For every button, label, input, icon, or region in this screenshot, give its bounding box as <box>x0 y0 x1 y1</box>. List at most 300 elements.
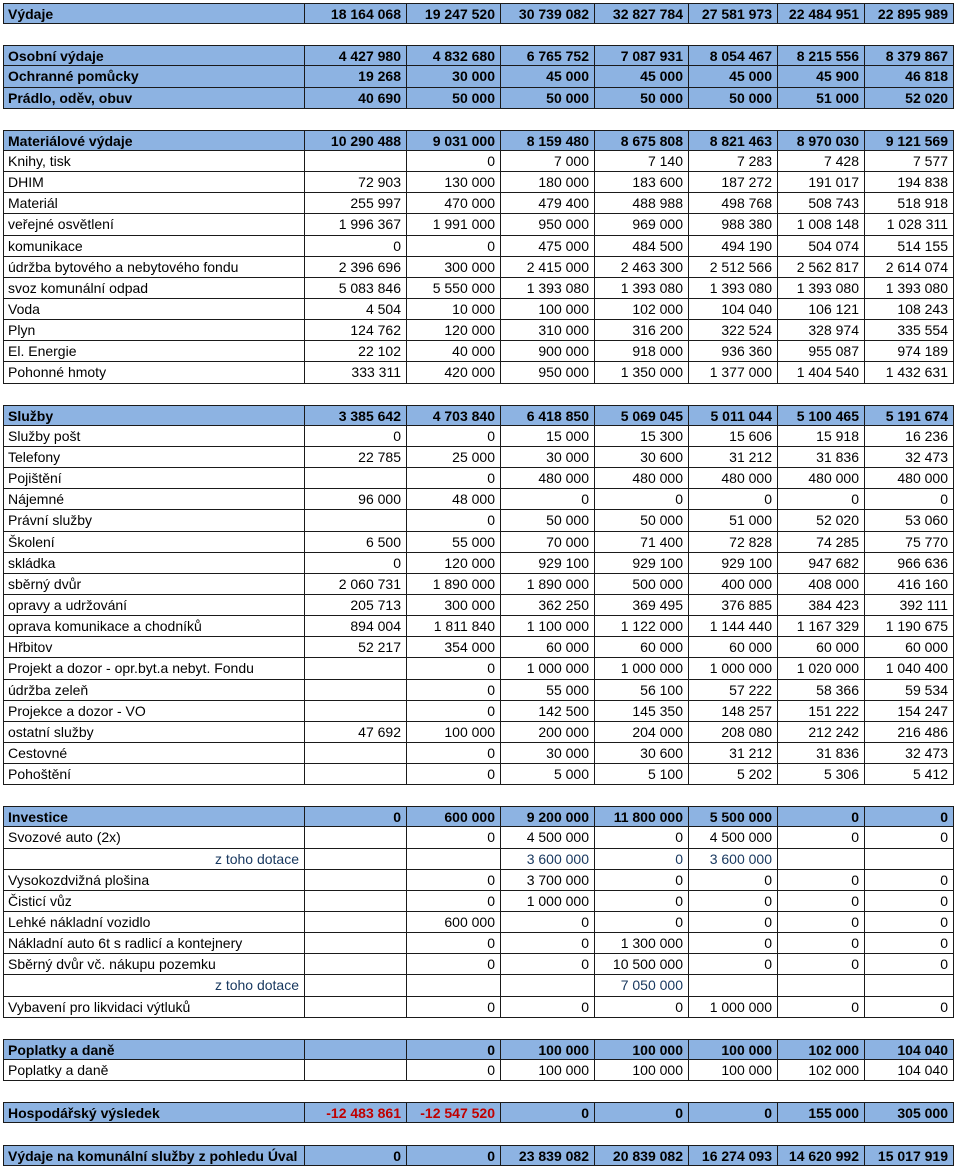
value-cell-col-2[interactable]: 40 000 <box>406 341 500 362</box>
value-cell-col-3[interactable]: 9 200 000 <box>500 806 594 827</box>
value-cell-col-6[interactable]: 1 008 148 <box>777 214 864 235</box>
row-label[interactable]: Nájemné <box>3 489 304 510</box>
value-cell-col-5[interactable]: 27 581 973 <box>688 3 777 24</box>
row-label[interactable]: Hospodářský výsledek <box>3 1102 304 1123</box>
value-cell-col-1[interactable] <box>304 933 406 954</box>
row-label[interactable]: z toho dotace <box>3 849 304 870</box>
value-cell-col-3[interactable]: 479 400 <box>500 193 594 214</box>
value-cell-col-5[interactable]: 208 080 <box>688 722 777 743</box>
value-cell-col-1[interactable]: 6 500 <box>304 532 406 553</box>
value-cell-col-7[interactable]: 480 000 <box>864 468 954 489</box>
value-cell-col-1[interactable]: 4 427 980 <box>304 45 406 66</box>
value-cell-col-1[interactable]: 22 102 <box>304 341 406 362</box>
value-cell-col-2[interactable]: 420 000 <box>406 362 500 383</box>
value-cell-col-3[interactable]: 30 000 <box>500 447 594 468</box>
value-cell-col-2[interactable]: 600 000 <box>406 912 500 933</box>
value-cell-col-6[interactable]: 212 242 <box>777 722 864 743</box>
value-cell-col-3[interactable]: 60 000 <box>500 637 594 658</box>
value-cell-col-7[interactable]: 194 838 <box>864 172 954 193</box>
value-cell-col-5[interactable]: 8 821 463 <box>688 130 777 151</box>
value-cell-col-7[interactable]: 46 818 <box>864 66 954 87</box>
value-cell-col-2[interactable]: 25 000 <box>406 447 500 468</box>
value-cell-col-5[interactable]: 0 <box>688 870 777 891</box>
value-cell-col-3[interactable]: 0 <box>500 489 594 510</box>
value-cell-col-3[interactable]: 200 000 <box>500 722 594 743</box>
value-cell-col-7[interactable]: 60 000 <box>864 637 954 658</box>
value-cell-col-7[interactable]: 0 <box>864 997 954 1018</box>
value-cell-col-1[interactable]: 40 690 <box>304 88 406 109</box>
value-cell-col-6[interactable]: 384 423 <box>777 595 864 616</box>
value-cell-col-6[interactable]: 151 222 <box>777 701 864 722</box>
value-cell-col-2[interactable]: 300 000 <box>406 595 500 616</box>
value-cell-col-2[interactable]: 130 000 <box>406 172 500 193</box>
value-cell-col-6[interactable]: 7 428 <box>777 151 864 172</box>
value-cell-col-5[interactable]: 8 054 467 <box>688 45 777 66</box>
value-cell-col-1[interactable]: -12 483 861 <box>304 1102 406 1123</box>
value-cell-col-2[interactable]: 0 <box>406 510 500 531</box>
value-cell-col-6[interactable]: 1 020 000 <box>777 658 864 679</box>
value-cell-col-5[interactable]: 7 283 <box>688 151 777 172</box>
value-cell-col-4[interactable]: 0 <box>594 997 688 1018</box>
value-cell-col-6[interactable] <box>777 975 864 996</box>
value-cell-col-1[interactable]: 255 997 <box>304 193 406 214</box>
value-cell-col-4[interactable]: 369 495 <box>594 595 688 616</box>
value-cell-col-2[interactable]: 100 000 <box>406 722 500 743</box>
row-label[interactable]: Ochranné pomůcky <box>3 66 304 87</box>
row-label[interactable]: Projekce a dozor - VO <box>3 701 304 722</box>
value-cell-col-2[interactable]: 0 <box>406 151 500 172</box>
value-cell-col-1[interactable] <box>304 743 406 764</box>
value-cell-col-7[interactable]: 104 040 <box>864 1039 954 1060</box>
value-cell-col-5[interactable]: 4 500 000 <box>688 827 777 848</box>
value-cell-col-2[interactable]: 48 000 <box>406 489 500 510</box>
value-cell-col-7[interactable]: 22 895 989 <box>864 3 954 24</box>
value-cell-col-1[interactable]: 19 268 <box>304 66 406 87</box>
value-cell-col-5[interactable]: 187 272 <box>688 172 777 193</box>
value-cell-col-4[interactable]: 488 988 <box>594 193 688 214</box>
row-label[interactable]: Knihy, tisk <box>3 151 304 172</box>
row-label[interactable]: Projekt a dozor - opr.byt.a nebyt. Fondu <box>3 658 304 679</box>
value-cell-col-2[interactable]: 120 000 <box>406 320 500 341</box>
value-cell-col-6[interactable]: 955 087 <box>777 341 864 362</box>
row-label[interactable]: svoz komunální odpad <box>3 278 304 299</box>
value-cell-col-5[interactable]: 1 000 000 <box>688 997 777 1018</box>
value-cell-col-3[interactable] <box>500 975 594 996</box>
value-cell-col-7[interactable]: 5 191 674 <box>864 405 954 426</box>
value-cell-col-1[interactable] <box>304 151 406 172</box>
value-cell-col-1[interactable]: 47 692 <box>304 722 406 743</box>
value-cell-col-3[interactable]: 4 500 000 <box>500 827 594 848</box>
value-cell-col-4[interactable]: 15 300 <box>594 426 688 447</box>
value-cell-col-1[interactable] <box>304 510 406 531</box>
value-cell-col-5[interactable]: 1 377 000 <box>688 362 777 383</box>
value-cell-col-4[interactable]: 1 122 000 <box>594 616 688 637</box>
value-cell-col-3[interactable]: 5 000 <box>500 764 594 785</box>
value-cell-col-3[interactable]: 1 000 000 <box>500 658 594 679</box>
value-cell-col-7[interactable]: 0 <box>864 891 954 912</box>
value-cell-col-3[interactable]: 950 000 <box>500 362 594 383</box>
value-cell-col-7[interactable]: 392 111 <box>864 595 954 616</box>
value-cell-col-7[interactable]: 0 <box>864 827 954 848</box>
row-label[interactable]: Pohoštění <box>3 764 304 785</box>
value-cell-col-3[interactable]: 100 000 <box>500 299 594 320</box>
value-cell-col-4[interactable]: 30 600 <box>594 447 688 468</box>
row-label[interactable]: Plyn <box>3 320 304 341</box>
value-cell-col-5[interactable]: 498 768 <box>688 193 777 214</box>
row-label[interactable]: Výdaje na komunální služby z pohledu Úval <box>3 1145 304 1166</box>
value-cell-col-7[interactable]: 52 020 <box>864 88 954 109</box>
row-label[interactable]: Poplatky a daně <box>3 1060 304 1081</box>
value-cell-col-3[interactable]: 310 000 <box>500 320 594 341</box>
value-cell-col-7[interactable]: 518 918 <box>864 193 954 214</box>
value-cell-col-5[interactable]: 0 <box>688 954 777 975</box>
value-cell-col-5[interactable]: 5 011 044 <box>688 405 777 426</box>
value-cell-col-5[interactable]: 929 100 <box>688 553 777 574</box>
value-cell-col-2[interactable]: 4 832 680 <box>406 45 500 66</box>
value-cell-col-4[interactable]: 969 000 <box>594 214 688 235</box>
value-cell-col-7[interactable]: 0 <box>864 933 954 954</box>
value-cell-col-3[interactable]: 8 159 480 <box>500 130 594 151</box>
value-cell-col-4[interactable]: 100 000 <box>594 1039 688 1060</box>
value-cell-col-6[interactable]: 0 <box>777 997 864 1018</box>
value-cell-col-4[interactable]: 0 <box>594 827 688 848</box>
value-cell-col-4[interactable]: 0 <box>594 849 688 870</box>
row-label[interactable]: veřejné osvětlení <box>3 214 304 235</box>
value-cell-col-6[interactable]: 22 484 951 <box>777 3 864 24</box>
value-cell-col-6[interactable]: 102 000 <box>777 1039 864 1060</box>
value-cell-col-5[interactable]: 1 144 440 <box>688 616 777 637</box>
value-cell-col-3[interactable]: 23 839 082 <box>500 1145 594 1166</box>
value-cell-col-6[interactable]: 2 562 817 <box>777 257 864 278</box>
value-cell-col-7[interactable]: 0 <box>864 806 954 827</box>
value-cell-col-3[interactable]: 6 765 752 <box>500 45 594 66</box>
value-cell-col-6[interactable]: 504 074 <box>777 236 864 257</box>
value-cell-col-4[interactable]: 1 300 000 <box>594 933 688 954</box>
value-cell-col-4[interactable]: 1 350 000 <box>594 362 688 383</box>
value-cell-col-2[interactable]: 0 <box>406 658 500 679</box>
value-cell-col-4[interactable]: 100 000 <box>594 1060 688 1081</box>
value-cell-col-7[interactable]: 1 432 631 <box>864 362 954 383</box>
value-cell-col-3[interactable]: 0 <box>500 997 594 1018</box>
value-cell-col-3[interactable]: 7 000 <box>500 151 594 172</box>
value-cell-col-4[interactable]: 929 100 <box>594 553 688 574</box>
value-cell-col-4[interactable]: 102 000 <box>594 299 688 320</box>
row-label[interactable]: Lehké nákladní vozidlo <box>3 912 304 933</box>
value-cell-col-4[interactable]: 0 <box>594 891 688 912</box>
value-cell-col-5[interactable]: 1 393 080 <box>688 278 777 299</box>
value-cell-col-1[interactable]: 205 713 <box>304 595 406 616</box>
value-cell-col-3[interactable]: 50 000 <box>500 88 594 109</box>
value-cell-col-5[interactable]: 988 380 <box>688 214 777 235</box>
value-cell-col-4[interactable]: 0 <box>594 870 688 891</box>
value-cell-col-4[interactable]: 1 000 000 <box>594 658 688 679</box>
value-cell-col-1[interactable] <box>304 658 406 679</box>
value-cell-col-7[interactable]: 9 121 569 <box>864 130 954 151</box>
row-label[interactable]: komunikace <box>3 236 304 257</box>
value-cell-col-3[interactable]: 1 100 000 <box>500 616 594 637</box>
row-label[interactable]: Osobní výdaje <box>3 45 304 66</box>
row-label[interactable]: DHIM <box>3 172 304 193</box>
row-label[interactable]: Materiál <box>3 193 304 214</box>
value-cell-col-6[interactable]: 1 404 540 <box>777 362 864 383</box>
value-cell-col-6[interactable]: 74 285 <box>777 532 864 553</box>
value-cell-col-3[interactable]: 55 000 <box>500 680 594 701</box>
row-label[interactable]: Právní služby <box>3 510 304 531</box>
row-label[interactable]: Prádlo, oděv, obuv <box>3 88 304 109</box>
value-cell-col-5[interactable]: 5 500 000 <box>688 806 777 827</box>
value-cell-col-2[interactable]: 0 <box>406 1060 500 1081</box>
value-cell-col-3[interactable]: 480 000 <box>500 468 594 489</box>
value-cell-col-4[interactable]: 50 000 <box>594 510 688 531</box>
value-cell-col-6[interactable]: 5 306 <box>777 764 864 785</box>
value-cell-col-1[interactable]: 0 <box>304 553 406 574</box>
value-cell-col-2[interactable]: 0 <box>406 743 500 764</box>
value-cell-col-5[interactable]: 100 000 <box>688 1039 777 1060</box>
value-cell-col-2[interactable]: 50 000 <box>406 88 500 109</box>
value-cell-col-4[interactable]: 30 600 <box>594 743 688 764</box>
value-cell-col-2[interactable]: 470 000 <box>406 193 500 214</box>
value-cell-col-7[interactable]: 104 040 <box>864 1060 954 1081</box>
value-cell-col-5[interactable]: 5 202 <box>688 764 777 785</box>
value-cell-col-6[interactable]: 0 <box>777 870 864 891</box>
value-cell-col-4[interactable]: 500 000 <box>594 574 688 595</box>
value-cell-col-2[interactable]: 10 000 <box>406 299 500 320</box>
row-label[interactable]: ostatní služby <box>3 722 304 743</box>
value-cell-col-6[interactable]: 58 366 <box>777 680 864 701</box>
value-cell-col-6[interactable]: 15 918 <box>777 426 864 447</box>
value-cell-col-6[interactable]: 52 020 <box>777 510 864 531</box>
value-cell-col-2[interactable]: 5 550 000 <box>406 278 500 299</box>
value-cell-col-3[interactable]: 6 418 850 <box>500 405 594 426</box>
value-cell-col-7[interactable]: 1 393 080 <box>864 278 954 299</box>
row-label[interactable]: Vybavení pro likvidaci výtluků <box>3 997 304 1018</box>
value-cell-col-1[interactable]: 72 903 <box>304 172 406 193</box>
value-cell-col-7[interactable]: 966 636 <box>864 553 954 574</box>
value-cell-col-4[interactable]: 480 000 <box>594 468 688 489</box>
value-cell-col-5[interactable]: 104 040 <box>688 299 777 320</box>
value-cell-col-5[interactable]: 51 000 <box>688 510 777 531</box>
value-cell-col-4[interactable]: 2 463 300 <box>594 257 688 278</box>
value-cell-col-1[interactable] <box>304 997 406 1018</box>
row-label[interactable]: Sběrný dvůr vč. nákupu pozemku <box>3 954 304 975</box>
value-cell-col-5[interactable]: 0 <box>688 1102 777 1123</box>
value-cell-col-3[interactable]: 70 000 <box>500 532 594 553</box>
value-cell-col-1[interactable]: 22 785 <box>304 447 406 468</box>
value-cell-col-2[interactable]: 0 <box>406 701 500 722</box>
row-label[interactable]: Materiálové výdaje <box>3 130 304 151</box>
value-cell-col-3[interactable]: 929 100 <box>500 553 594 574</box>
row-label[interactable]: Telefony <box>3 447 304 468</box>
value-cell-col-6[interactable]: 14 620 992 <box>777 1145 864 1166</box>
value-cell-col-5[interactable]: 60 000 <box>688 637 777 658</box>
value-cell-col-2[interactable]: 1 991 000 <box>406 214 500 235</box>
row-label[interactable]: Služby <box>3 405 304 426</box>
value-cell-col-5[interactable]: 15 606 <box>688 426 777 447</box>
value-cell-col-4[interactable]: 0 <box>594 1102 688 1123</box>
value-cell-col-2[interactable]: 0 <box>406 997 500 1018</box>
value-cell-col-5[interactable] <box>688 975 777 996</box>
value-cell-col-6[interactable]: 0 <box>777 933 864 954</box>
value-cell-col-6[interactable]: 0 <box>777 827 864 848</box>
value-cell-col-7[interactable]: 0 <box>864 954 954 975</box>
value-cell-col-5[interactable]: 148 257 <box>688 701 777 722</box>
value-cell-col-7[interactable]: 974 189 <box>864 341 954 362</box>
value-cell-col-6[interactable]: 0 <box>777 489 864 510</box>
value-cell-col-1[interactable] <box>304 870 406 891</box>
value-cell-col-2[interactable] <box>406 975 500 996</box>
value-cell-col-4[interactable]: 8 675 808 <box>594 130 688 151</box>
value-cell-col-3[interactable]: 1 000 000 <box>500 891 594 912</box>
value-cell-col-1[interactable] <box>304 701 406 722</box>
value-cell-col-4[interactable]: 11 800 000 <box>594 806 688 827</box>
value-cell-col-6[interactable]: 31 836 <box>777 447 864 468</box>
value-cell-col-6[interactable]: 106 121 <box>777 299 864 320</box>
value-cell-col-6[interactable]: 45 900 <box>777 66 864 87</box>
value-cell-col-1[interactable] <box>304 912 406 933</box>
value-cell-col-3[interactable]: 50 000 <box>500 510 594 531</box>
value-cell-col-5[interactable]: 100 000 <box>688 1060 777 1081</box>
value-cell-col-6[interactable]: 508 743 <box>777 193 864 214</box>
value-cell-col-5[interactable]: 31 212 <box>688 447 777 468</box>
value-cell-col-4[interactable]: 1 393 080 <box>594 278 688 299</box>
value-cell-col-2[interactable]: 55 000 <box>406 532 500 553</box>
value-cell-col-7[interactable]: 15 017 919 <box>864 1145 954 1166</box>
row-label[interactable]: Pohonné hmoty <box>3 362 304 383</box>
value-cell-col-3[interactable]: 1 393 080 <box>500 278 594 299</box>
value-cell-col-6[interactable] <box>777 849 864 870</box>
value-cell-col-7[interactable]: 8 379 867 <box>864 45 954 66</box>
value-cell-col-2[interactable] <box>406 849 500 870</box>
value-cell-col-2[interactable]: 0 <box>406 468 500 489</box>
value-cell-col-1[interactable] <box>304 954 406 975</box>
value-cell-col-6[interactable]: 0 <box>777 891 864 912</box>
row-label[interactable]: Voda <box>3 299 304 320</box>
value-cell-col-2[interactable]: 0 <box>406 954 500 975</box>
value-cell-col-1[interactable]: 0 <box>304 1145 406 1166</box>
value-cell-col-2[interactable]: 300 000 <box>406 257 500 278</box>
value-cell-col-6[interactable]: 51 000 <box>777 88 864 109</box>
value-cell-col-7[interactable]: 108 243 <box>864 299 954 320</box>
value-cell-col-4[interactable]: 0 <box>594 489 688 510</box>
value-cell-col-1[interactable] <box>304 468 406 489</box>
value-cell-col-2[interactable]: 0 <box>406 236 500 257</box>
value-cell-col-4[interactable]: 316 200 <box>594 320 688 341</box>
value-cell-col-7[interactable]: 0 <box>864 870 954 891</box>
row-label[interactable]: Nákladní auto 6t s radlicí a kontejnery <box>3 933 304 954</box>
value-cell-col-3[interactable]: 100 000 <box>500 1060 594 1081</box>
value-cell-col-7[interactable]: 514 155 <box>864 236 954 257</box>
value-cell-col-3[interactable]: 100 000 <box>500 1039 594 1060</box>
value-cell-col-4[interactable]: 5 100 <box>594 764 688 785</box>
value-cell-col-5[interactable]: 0 <box>688 912 777 933</box>
value-cell-col-6[interactable]: 8 215 556 <box>777 45 864 66</box>
value-cell-col-7[interactable]: 2 614 074 <box>864 257 954 278</box>
value-cell-col-7[interactable]: 75 770 <box>864 532 954 553</box>
value-cell-col-6[interactable]: 480 000 <box>777 468 864 489</box>
value-cell-col-3[interactable]: 2 415 000 <box>500 257 594 278</box>
value-cell-col-4[interactable]: 918 000 <box>594 341 688 362</box>
value-cell-col-6[interactable]: 0 <box>777 954 864 975</box>
value-cell-col-6[interactable]: 102 000 <box>777 1060 864 1081</box>
value-cell-col-6[interactable]: 5 100 465 <box>777 405 864 426</box>
value-cell-col-4[interactable]: 50 000 <box>594 88 688 109</box>
value-cell-col-2[interactable]: 0 <box>406 1145 500 1166</box>
value-cell-col-2[interactable]: 0 <box>406 870 500 891</box>
value-cell-col-1[interactable]: 52 217 <box>304 637 406 658</box>
value-cell-col-6[interactable]: 0 <box>777 912 864 933</box>
value-cell-col-4[interactable]: 60 000 <box>594 637 688 658</box>
value-cell-col-7[interactable]: 7 577 <box>864 151 954 172</box>
value-cell-col-1[interactable] <box>304 975 406 996</box>
value-cell-col-4[interactable]: 183 600 <box>594 172 688 193</box>
value-cell-col-1[interactable] <box>304 680 406 701</box>
value-cell-col-1[interactable]: 96 000 <box>304 489 406 510</box>
value-cell-col-5[interactable]: 0 <box>688 933 777 954</box>
value-cell-col-1[interactable]: 18 164 068 <box>304 3 406 24</box>
value-cell-col-1[interactable] <box>304 891 406 912</box>
value-cell-col-1[interactable]: 0 <box>304 426 406 447</box>
row-label[interactable]: Investice <box>3 806 304 827</box>
value-cell-col-4[interactable]: 20 839 082 <box>594 1145 688 1166</box>
value-cell-col-3[interactable]: 0 <box>500 1102 594 1123</box>
value-cell-col-3[interactable]: 15 000 <box>500 426 594 447</box>
value-cell-col-7[interactable]: 16 236 <box>864 426 954 447</box>
value-cell-col-3[interactable]: 180 000 <box>500 172 594 193</box>
value-cell-col-7[interactable]: 32 473 <box>864 743 954 764</box>
value-cell-col-1[interactable] <box>304 849 406 870</box>
value-cell-col-4[interactable]: 10 500 000 <box>594 954 688 975</box>
value-cell-col-1[interactable]: 2 396 696 <box>304 257 406 278</box>
value-cell-col-2[interactable]: 120 000 <box>406 553 500 574</box>
value-cell-col-4[interactable]: 7 140 <box>594 151 688 172</box>
value-cell-col-3[interactable]: 1 890 000 <box>500 574 594 595</box>
value-cell-col-3[interactable]: 45 000 <box>500 66 594 87</box>
value-cell-col-1[interactable]: 0 <box>304 236 406 257</box>
value-cell-col-7[interactable]: 5 412 <box>864 764 954 785</box>
value-cell-col-6[interactable]: 8 970 030 <box>777 130 864 151</box>
value-cell-col-7[interactable]: 53 060 <box>864 510 954 531</box>
value-cell-col-2[interactable]: 354 000 <box>406 637 500 658</box>
value-cell-col-5[interactable]: 494 190 <box>688 236 777 257</box>
value-cell-col-1[interactable]: 4 504 <box>304 299 406 320</box>
value-cell-col-2[interactable]: 0 <box>406 426 500 447</box>
value-cell-col-6[interactable]: 60 000 <box>777 637 864 658</box>
value-cell-col-6[interactable]: 1 167 329 <box>777 616 864 637</box>
value-cell-col-2[interactable]: 0 <box>406 680 500 701</box>
value-cell-col-3[interactable]: 362 250 <box>500 595 594 616</box>
row-label[interactable]: sběrný dvůr <box>3 574 304 595</box>
value-cell-col-4[interactable]: 71 400 <box>594 532 688 553</box>
value-cell-col-5[interactable]: 16 274 093 <box>688 1145 777 1166</box>
value-cell-col-2[interactable]: 1 811 840 <box>406 616 500 637</box>
value-cell-col-6[interactable]: 191 017 <box>777 172 864 193</box>
value-cell-col-4[interactable]: 0 <box>594 912 688 933</box>
value-cell-col-1[interactable]: 894 004 <box>304 616 406 637</box>
value-cell-col-2[interactable]: 19 247 520 <box>406 3 500 24</box>
value-cell-col-4[interactable]: 7 050 000 <box>594 975 688 996</box>
value-cell-col-7[interactable]: 416 160 <box>864 574 954 595</box>
value-cell-col-2[interactable]: 4 703 840 <box>406 405 500 426</box>
value-cell-col-7[interactable]: 335 554 <box>864 320 954 341</box>
value-cell-col-4[interactable]: 204 000 <box>594 722 688 743</box>
value-cell-col-7[interactable]: 0 <box>864 489 954 510</box>
row-label[interactable]: El. Energie <box>3 341 304 362</box>
row-label[interactable]: Svozové auto (2x) <box>3 827 304 848</box>
value-cell-col-5[interactable]: 72 828 <box>688 532 777 553</box>
value-cell-col-1[interactable]: 0 <box>304 806 406 827</box>
value-cell-col-1[interactable]: 2 060 731 <box>304 574 406 595</box>
row-label[interactable]: Výdaje <box>3 3 304 24</box>
